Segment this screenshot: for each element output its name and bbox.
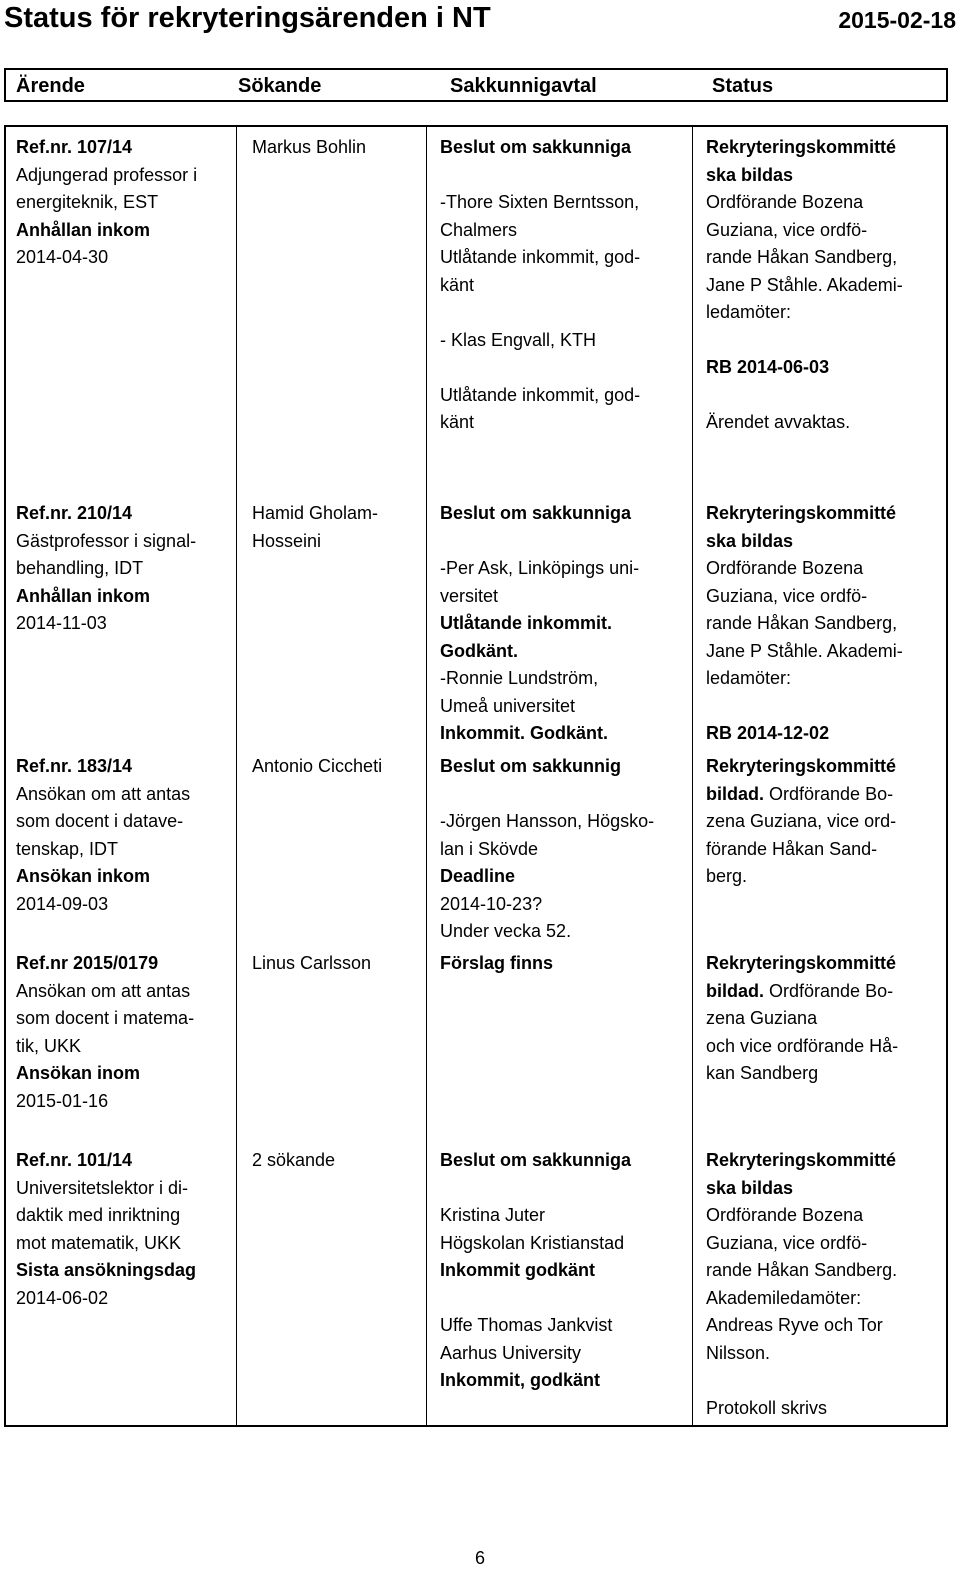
date-label: Sista ansökningsdag [16,1260,197,1280]
row-5-arende [16,1147,196,1312]
committee-members: Guziana, vice ordfö- [706,585,868,606]
committee-heading: Rekryteringskommitté [706,756,897,776]
expert-status: känt [440,412,475,432]
applicant-count: 2 sökande [252,1150,336,1170]
expert-status: Godkänt. [440,640,519,661]
position-title: daktik med inriktning [16,1205,181,1225]
committee-heading: Rekryteringskommitté [706,1150,897,1170]
row-3-sokande [252,753,382,781]
position-title: tenskap, IDT [16,838,119,859]
row-4-sokande [252,950,371,978]
status-note: Protokoll skrivs [706,1397,828,1418]
committee-heading: Rekryteringskommitté [706,953,897,973]
committee-members: och vice ordförande Hå- [706,1035,899,1056]
deadline-label: Deadline [440,866,516,886]
position-title: Gästprofessor i signal- [16,530,197,551]
expert-status: Inkommit. Godkänt. [440,723,609,743]
proposal-status: Förslag finns [440,953,554,973]
expert-affiliation: lan i Skövde [440,838,539,859]
page-number: 6 [474,1548,485,1568]
title-row [0,0,960,44]
applicant-name: Markus Bohlin [252,137,367,157]
position-title: som docent i datave- [16,811,184,831]
column-header-arende: Ärende [16,75,85,97]
committee-heading: bildad. [706,980,764,1001]
committee-members: zena Guziana [706,1008,818,1028]
decision-heading: Beslut om sakkunniga [440,503,632,523]
status-note: Ärendet avvaktas. [706,412,851,432]
expert-affiliation: Högskolan Kristianstad [440,1232,625,1253]
committee-members: Ordförande Bo- [769,783,894,804]
committee-members: ledamöter: [706,302,792,322]
document-date: 2015-02-18 [838,7,956,33]
row-2-sokande [252,500,378,555]
row-5-sakkunnig [440,1147,631,1395]
applicant-name: Hosseini [252,530,322,551]
position-title: energiteknik, EST [16,192,159,212]
committee-heading: ska bildas [706,530,794,551]
expert-status: Inkommit godkänt [440,1260,596,1280]
row-5-status [706,1147,897,1422]
board-date: RB 2014-06-03 [706,357,830,377]
column-divider [426,127,427,1425]
expert-status: känt [440,274,475,295]
decision-heading: Beslut om sakkunnig [440,756,622,776]
committee-members: kan Sandberg [706,1063,819,1083]
row-2-status [706,500,903,748]
expert-name: Kristina Juter [440,1205,546,1225]
date-value: 2014-09-03 [16,893,109,914]
row-5-sokande [252,1147,335,1175]
committee-members: rande Håkan Sandberg. [706,1260,898,1280]
position-title: mot matematik, UKK [16,1232,182,1253]
committee-members: zena Guziana, vice ord- [706,811,897,831]
committee-members: ledamöter: [706,668,792,688]
position-title: Universitetslektor i di- [16,1177,189,1198]
committee-members: Akademiledamöter: [706,1287,862,1308]
column-header-row [4,68,948,102]
committee-members: Ordförande Bozena [706,1205,864,1225]
date-label: Ansökan inkom [16,866,151,886]
position-title: som docent i matema- [16,1008,195,1028]
position-title: Ansökan om att antas [16,783,191,804]
applicant-name: Antonio Ciccheti [252,756,383,776]
position-title: tik, UKK [16,1035,82,1056]
committee-members: Guziana, vice ordfö- [706,1232,868,1253]
row-4-sakkunnig [440,950,553,978]
expert-status: Utlåtande inkommit. [440,613,613,633]
date-label: Ansökan inom [16,1063,141,1083]
expert-name: Uffe Thomas Jankvist [440,1315,613,1335]
committee-heading: ska bildas [706,1177,794,1198]
committee-heading: Rekryteringskommitté [706,137,897,157]
row-1-sokande [252,134,366,162]
board-date: RB 2014-12-02 [706,723,830,743]
expert-affiliation: versitet [440,585,499,606]
ref-number: Ref.nr. 183/14 [16,756,133,776]
committee-members: Guziana, vice ordfö- [706,219,868,240]
column-divider [236,127,237,1425]
row-3-status [706,753,896,891]
row-4-arende [16,950,194,1115]
date-value: 2014-06-02 [16,1287,109,1308]
deadline-note: Under vecka 52. [440,921,572,941]
column-header-status: Status [712,75,774,97]
row-4-status [706,950,898,1088]
row-3-arende [16,753,190,918]
committee-members: berg. [706,866,748,886]
expert-name: -Jörgen Hansson, Högsko- [440,811,655,831]
date-value: 2015-01-16 [16,1090,109,1111]
expert-affiliation: Aarhus University [440,1342,582,1363]
position-title: behandling, IDT [16,558,144,578]
column-divider [692,127,693,1425]
column-header-sokande: Sökande [238,75,322,97]
applicant-name: Hamid Gholam- [252,503,379,523]
decision-heading: Beslut om sakkunniga [440,1150,632,1170]
committee-members: Jane P Ståhle. Akademi- [706,640,903,661]
expert-name: - Klas Engvall, KTH [440,329,597,350]
row-1-sakkunnig [440,134,640,437]
position-title: Ansökan om att antas [16,980,191,1001]
committee-heading: bildad. [706,783,764,804]
expert-affiliation: Umeå universitet [440,695,576,716]
expert-affiliation: Chalmers [440,219,518,240]
committee-heading: Rekryteringskommitté [706,503,897,523]
ref-number: Ref.nr. 107/14 [16,137,133,157]
committee-members: Ordförande Bozena [706,192,864,212]
date-label: Anhållan inkom [16,219,151,240]
column-header-sakkunnigavtal: Sakkunnigavtal [450,75,597,97]
ref-number: Ref.nr. 210/14 [16,503,133,523]
row-2-arende [16,500,196,638]
expert-status: Utlåtande inkommit, god- [440,384,641,405]
row-2-sakkunnig [440,500,639,748]
committee-members: Andreas Ryve och Tor [706,1315,883,1335]
committee-heading: ska bildas [706,164,794,185]
committee-members: Ordförande Bo- [769,980,894,1001]
committee-members: rande Håkan Sandberg, [706,247,898,267]
committee-members: rande Håkan Sandberg, [706,613,898,633]
committee-members: Ordförande Bozena [706,558,864,578]
row-1-arende [16,134,197,272]
expert-status: Inkommit, godkänt [440,1370,601,1390]
committee-members: förande Håkan Sand- [706,838,878,859]
deadline-date: 2014-10-23? [440,893,543,914]
expert-name: -Thore Sixten Berntsson, [440,192,640,212]
decision-heading: Beslut om sakkunniga [440,137,632,157]
date-value: 2014-04-30 [16,247,109,267]
row-3-sakkunnig [440,753,654,946]
committee-members: Jane P Ståhle. Akademi- [706,274,903,295]
row-1-status [706,134,903,437]
date-value: 2014-11-03 [16,613,107,633]
document-title: Status för rekryteringsärenden i NT [4,2,491,34]
ref-number: Ref.nr. 101/14 [16,1150,133,1170]
expert-status: Utlåtande inkommit, god- [440,247,641,267]
expert-name: -Ronnie Lundström, [440,668,599,688]
applicant-name: Linus Carlsson [252,953,372,973]
committee-members: Nilsson. [706,1342,771,1363]
position-title: Adjungerad professor i [16,164,198,185]
ref-number: Ref.nr 2015/0179 [16,953,159,973]
date-label: Anhållan inkom [16,585,151,606]
expert-name: -Per Ask, Linköpings uni- [440,558,640,578]
